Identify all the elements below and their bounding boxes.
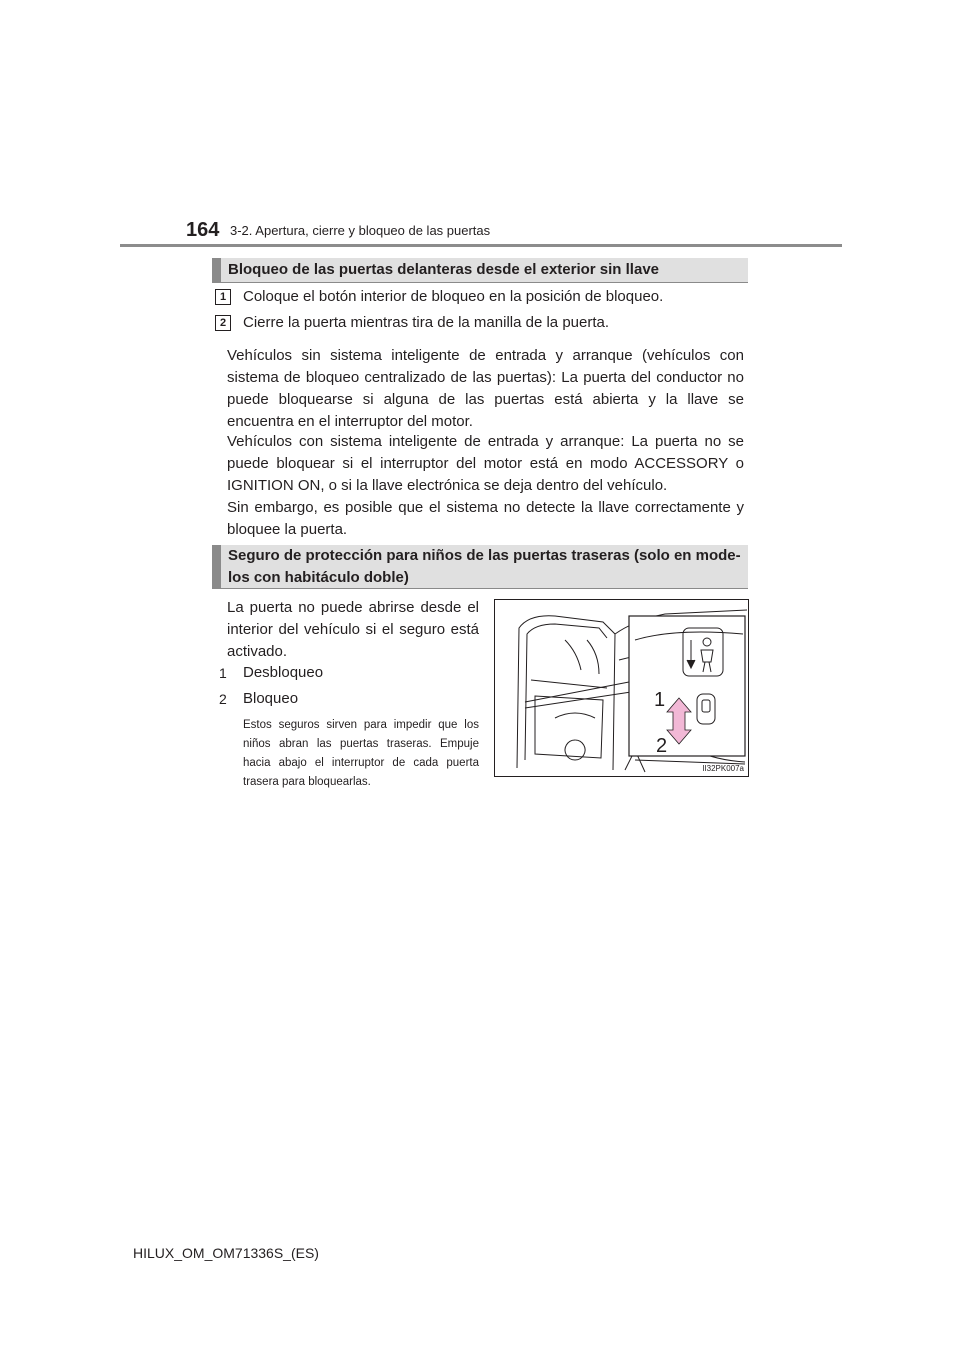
child-lock-illustration — [494, 599, 749, 777]
item-1-label: Desbloqueo — [243, 664, 324, 681]
paragraph-however: Sin embargo, es posible que el sistema no detecte la llave correctamente y bloquee la puerta. — [227, 499, 744, 538]
item-2-number: 2 — [219, 691, 227, 707]
child-lock-intro: La puerta no puede abrirse desde el interior del vehículo si el seguro está activado. — [227, 599, 479, 660]
step-2-text: Cierre la puerta mientras tira de la manilla de la puerta. — [243, 314, 610, 331]
paragraph-smart-entry: Vehículos con sistema inteligente de entrada y arranque: La puerta no se puede bloquear si el interruptor del motor está en modo ACCESSORY o IGNITION ON, o si la llave electrónica se deja dentro del vehículo. — [227, 433, 744, 494]
callout-1: 1 — [654, 689, 666, 711]
section-heading-line-2: los con habitáculo doble) — [228, 569, 409, 586]
header-divider — [120, 244, 842, 247]
item-2-label: Bloqueo — [243, 690, 299, 707]
section-heading-front-doors: Bloqueo de las puertas delanteras desde el exterior sin llave — [212, 258, 748, 283]
step-1-badge: 1 — [215, 289, 231, 305]
section-heading-child-lock — [212, 545, 748, 589]
step-2-badge: 2 — [215, 315, 231, 331]
paragraph-no-smart-entry: Vehículos sin sistema inteligente de entrada y arranque (vehículos con sistema de bloqueo centralizado de las puertas): La puerta del conductor no puede bloquearse si alguna de las puertas está abierta y la llave se encuentra en el interruptor del motor. — [227, 347, 744, 430]
chapter-title: 3-2. Apertura, cierre y bloqueo de las puertas — [230, 223, 491, 238]
child-lock-note: Estos seguros sirven para impedir que los niños abran las puertas traseras. Empuje hacia abajo el interruptor de cada puerta trasera para bloquearlas. — [243, 719, 479, 788]
item-1-number: 1 — [219, 665, 227, 681]
door-drawing — [495, 600, 748, 776]
footer-document-code: HILUX_OM_OM71336S_(ES) — [133, 1245, 319, 1261]
page-number: 164 — [186, 219, 220, 241]
callout-2: 2 — [656, 735, 668, 757]
section-heading-line-1: Seguro de protección para niños de las puertas traseras (solo en mode- — [228, 547, 741, 564]
figure-code: II32PK007a — [702, 764, 744, 773]
step-1-text: Coloque el botón interior de bloqueo en la posición de bloqueo. — [243, 288, 664, 305]
